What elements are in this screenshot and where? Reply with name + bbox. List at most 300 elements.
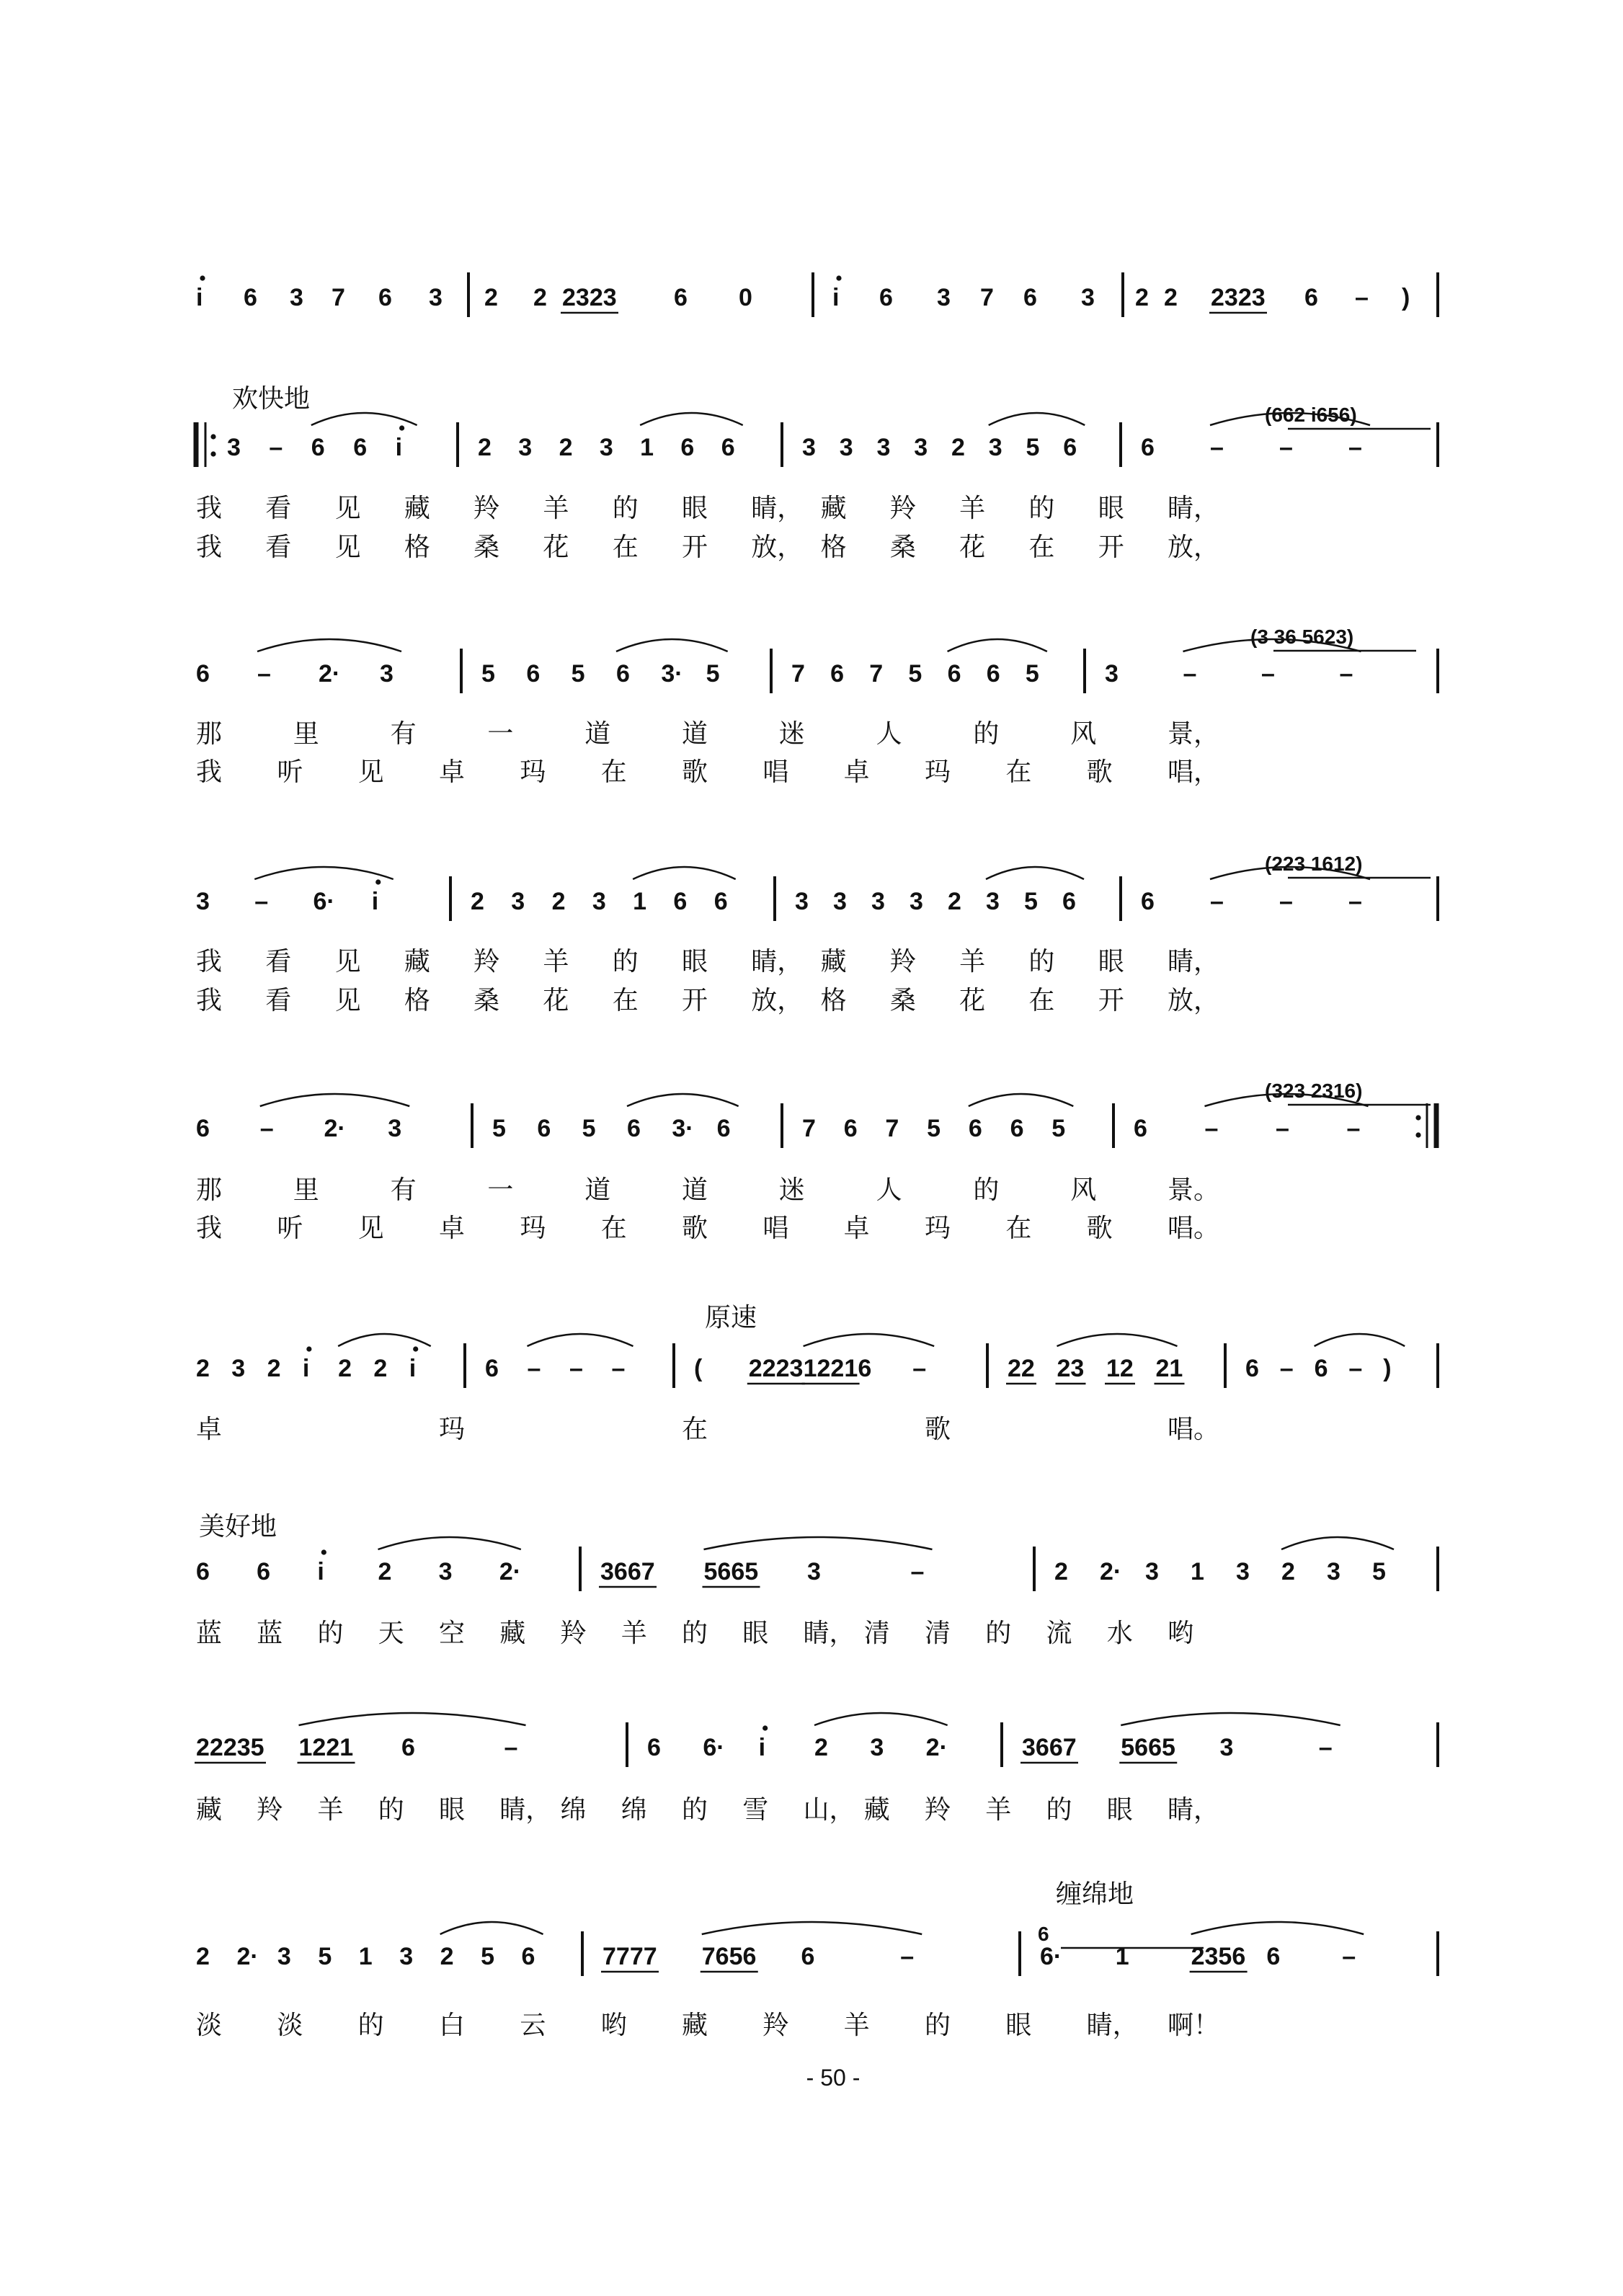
lyric-char: 歌 [1086,1214,1113,1243]
note: 6 [647,1734,661,1761]
note: 7 [791,660,805,688]
note: 6 [526,660,541,688]
note: – [1276,1115,1289,1142]
lyric-char: 羊 [543,947,569,976]
note: 1 [1115,1943,1129,1970]
note: 7 [980,284,994,311]
note: – [611,1355,626,1382]
note: 2323 [1211,284,1266,311]
note: 3 [876,434,891,461]
lyric-char: 玛 [925,1214,951,1243]
note: – [269,434,283,461]
note: 2 [478,434,492,461]
note: 5 [1026,434,1040,461]
note: 3 [807,1558,821,1585]
note: – [912,1355,927,1382]
grace-notes: (3 36 5623) [1250,626,1354,648]
note: 7 [885,1115,899,1142]
lyric-char: 蓝 [257,1619,283,1648]
lyric-char: 绵 [560,1795,587,1825]
note: – [1210,434,1224,461]
lyric-char: 歌 [682,757,708,787]
slur [616,639,728,651]
note: 6· [313,888,335,915]
lyric-char: 唱 [762,757,789,787]
octave-dot [1415,1115,1420,1120]
lyric-char: 山， [803,1795,855,1825]
note: 12 [1106,1355,1134,1382]
lyric-char: 迷 [778,1175,805,1205]
note: 2 [951,434,965,461]
lyric-char: 桑 [473,533,500,562]
note: 6 [537,1115,551,1142]
note: 6 [674,284,688,311]
note: 6 [1141,888,1155,915]
note: 3 [438,1558,453,1585]
lyric-char: 羚 [762,2011,789,2040]
note: 6 [673,888,688,915]
lyric-char: 睛， [751,494,804,523]
lyric-char: 眼 [742,1619,769,1648]
note: i [196,284,203,311]
lyric-char: 在 [1005,757,1032,787]
lyric-char: 放， [1168,533,1220,562]
lyric-char: 放， [751,986,804,1015]
note: i [317,1558,324,1585]
note: – [1348,888,1362,915]
note: 6· [1040,1943,1062,1970]
lyric-char: 的 [317,1619,344,1648]
note: 2 [440,1943,454,1970]
lyric-char: 卓 [843,757,870,787]
note: 5 [927,1115,941,1142]
lyric-char: 淡 [196,2011,223,2040]
lyric-char: 藏 [863,1795,890,1825]
lyric-char: 格 [820,533,847,562]
lyric-char: 羚 [925,1795,951,1825]
note: 7 [802,1115,816,1142]
lyric-char: 在 [682,1415,708,1444]
lyric-char: 有 [390,1175,417,1205]
lyric-char: 在 [600,1214,627,1243]
lyric-char: 风 [1070,719,1097,749]
note: – [1318,1734,1333,1761]
grace-notes: (662 i656) [1265,404,1357,426]
note: 6 [401,1734,415,1761]
slur [1057,1334,1178,1346]
note: 6 [1063,434,1077,461]
note: ) [1383,1355,1392,1382]
lyric-char: 桑 [889,533,916,562]
note: 3 [1145,1558,1159,1585]
octave-dot [1415,1132,1420,1137]
lyric-char: 的 [1028,947,1055,976]
slur [989,413,1085,425]
lyric-char: 看 [265,494,292,523]
note: 6 [616,660,630,688]
lyric-char: 睛， [1168,1795,1220,1825]
note: 3 [839,434,853,461]
note: 2 [471,888,484,915]
slur [338,1334,431,1346]
note: 3 [231,1355,246,1382]
lyric-char: 睛， [803,1619,855,1648]
lyric-char: 有 [390,719,417,749]
lyric-char: 见 [334,494,361,523]
lyric-char: 羚 [560,1619,587,1648]
note: – [1279,1355,1294,1382]
lyric-char: 睛， [499,1795,552,1825]
note: 6 [1023,284,1037,311]
lyric-char: 见 [334,533,361,562]
note: 6 [1134,1115,1147,1142]
note: – [1183,660,1197,688]
octave-dot [321,1549,326,1554]
note: 2· [925,1734,948,1761]
note: 5 [571,660,585,688]
note: 3 [196,888,210,915]
lyric-char: 羊 [317,1795,344,1825]
lyric-char: 羚 [473,947,500,976]
note: – [1210,888,1224,915]
lyric-char: 放， [1168,986,1220,1015]
lyric-char: 卓 [843,1214,870,1243]
note: ) [1402,284,1410,311]
lyric-char: 清 [863,1619,890,1648]
note: – [259,1115,274,1142]
note: – [1279,434,1293,461]
lyric-char: 眼 [682,494,708,523]
slur [257,639,401,651]
note: 6 [378,284,392,311]
slur [260,1094,410,1106]
lyric-char: 唱。 [1168,1415,1220,1444]
lyric-char: 玛 [520,1214,546,1243]
note: – [1279,888,1293,915]
note: 3 [380,660,393,688]
lyric-char: 的 [682,1795,708,1825]
octave-dot [413,1346,418,1351]
slur [948,639,1047,651]
slur [986,867,1084,879]
lyric-char: 花 [543,533,569,562]
lyric-char: 桑 [889,986,916,1015]
slur [1315,1334,1405,1346]
note: 3 [1327,1558,1340,1585]
lyric-char: 道 [584,719,611,749]
note: 3 [986,888,1000,915]
grace-notes: (323 2316) [1265,1080,1363,1102]
note: 1221 [803,1355,858,1382]
tempo-marking: 欢快地 [232,384,311,414]
lyric-char: 绵 [621,1795,647,1825]
note: 2· [236,1943,259,1970]
lyric-char: 见 [334,986,361,1015]
note: 6 [353,434,368,461]
note: 2 [533,284,547,311]
note: – [1355,284,1369,311]
note: 6 [196,1115,210,1142]
note: – [527,1355,541,1382]
note: 2 [373,1355,388,1382]
note: 3 [802,434,816,461]
octave-dot [762,1725,768,1730]
note: 3 [592,888,606,915]
note: – [1261,660,1275,688]
octave-dot [836,275,841,280]
note: 1221 [298,1734,354,1761]
lyric-char: 玛 [925,757,951,787]
note: – [1339,660,1353,688]
lyric-char: 眼 [439,1795,466,1825]
lyric-char: 人 [876,719,902,749]
note: 5 [318,1943,332,1970]
note: 6 [713,888,728,915]
lyric-char: 水 [1106,1619,1133,1648]
note: – [1346,1115,1361,1142]
note: 7777 [602,1943,657,1970]
note: 3667 [1022,1734,1077,1761]
lyric-char: 在 [612,533,639,562]
lyric-char: 羚 [889,494,916,523]
slur [1281,1537,1394,1549]
note: 3 [910,888,923,915]
note: – [569,1355,583,1382]
note: 5 [1372,1558,1386,1585]
lyric-char: 藏 [404,494,430,523]
slur [254,867,393,879]
note: 6 [1245,1355,1259,1382]
note: 2 [1054,1558,1068,1585]
note: 6 [196,660,210,688]
note: i [832,284,840,311]
note: 1 [358,1943,373,1970]
note: i [395,434,403,461]
tempo-marking: 缠绵地 [1056,1879,1134,1909]
note: – [910,1558,925,1585]
note: 6 [879,284,893,311]
note: 6 [311,434,325,461]
note: 6 [1141,434,1155,461]
lyric-char: 桑 [473,986,500,1015]
lyric-char: 天 [378,1619,404,1648]
note: 6 [1304,284,1318,311]
lyric-char: 藏 [499,1619,526,1648]
note: 3 [429,284,443,311]
note: 21 [1155,1355,1183,1382]
lyric-char: 景， [1168,719,1220,749]
note: 5 [706,660,720,688]
lyric-char: 开 [682,986,708,1015]
lyric-char: 我 [196,986,223,1015]
slur [1121,1713,1340,1725]
note: ( [694,1355,703,1382]
lyric-char: 睛， [1168,947,1220,976]
lyric-char: 在 [612,986,639,1015]
note: – [504,1734,518,1761]
note: 5 [492,1115,506,1142]
lyric-char: 风 [1070,1175,1097,1205]
lyric-char: 的 [1028,494,1055,523]
lyric-char: 的 [378,1795,404,1825]
lyric-char: 花 [543,986,569,1015]
note: 2356 [1191,1943,1246,1970]
lyric-char: 的 [925,2011,951,2040]
slur [814,1713,948,1725]
lyric-char: 一 [487,1175,514,1205]
note: 6· [703,1734,725,1761]
note: 6 [627,1115,641,1142]
lyric-char: 蓝 [196,1619,223,1648]
note: 2 [1164,284,1178,311]
lyric-char: 唱， [1168,757,1220,787]
note: 2 [559,434,573,461]
lyric-char: 我 [196,947,223,976]
note: – [1342,1943,1356,1970]
note: 2 [338,1355,352,1382]
lyric-char: 的 [985,1619,1012,1648]
lyric-char: 我 [196,494,223,523]
note: – [254,888,269,915]
lyric-char: 羊 [985,1795,1012,1825]
note: 6 [986,660,1000,688]
lyric-char: 格 [404,533,430,562]
note: 3 [277,1943,291,1970]
slur [704,1537,933,1549]
lyric-char: 在 [1028,533,1055,562]
slur [969,1094,1073,1106]
note: 6 [1010,1115,1024,1142]
slur [804,1334,935,1346]
lyric-char: 白 [439,2011,466,2040]
lyric-char: 藏 [404,947,430,976]
tempo-marking: 原速 [705,1303,757,1332]
note: 3 [511,888,525,915]
note: 3 [399,1943,414,1970]
note: 3 [388,1115,402,1142]
note: 6 [244,284,257,311]
note: – [257,660,271,688]
note: 3 [833,888,847,915]
note: 5665 [703,1558,759,1585]
slur [633,867,736,879]
lyric-char: 羚 [473,494,500,523]
note: 2 [196,1943,210,1970]
note: 6 [801,1943,815,1970]
note: 2 [1281,1558,1295,1585]
note: 3 [1081,284,1095,311]
lyric-char: 景。 [1168,1175,1220,1205]
lyric-char: 格 [820,986,847,1015]
note: 22 [1008,1355,1035,1382]
lyric-char: 羚 [257,1795,283,1825]
lyric-char: 歌 [925,1415,951,1444]
note: 6 [1062,888,1076,915]
note: 7 [869,660,884,688]
note: 3 [871,888,885,915]
lyric-char: 在 [1028,986,1055,1015]
note: – [900,1943,915,1970]
lyric-char: 羚 [889,947,916,976]
note: 3· [672,1115,694,1142]
note: 0 [739,284,752,311]
note: 3 [795,888,809,915]
lyric-char: 眼 [682,947,708,976]
lyric-char: 开 [1098,533,1124,562]
lyric-char: 一 [487,719,514,749]
lyric-char: 羊 [543,494,569,523]
note: 6 [521,1943,535,1970]
lyric-char: 里 [293,719,319,749]
lyric-char: 我 [196,757,223,787]
note: 6 [858,1355,872,1382]
lyric-char: 睛， [751,947,804,976]
lyric-char: 眼 [1098,947,1124,976]
lyric-char: 看 [265,533,292,562]
slur [311,413,417,425]
note: – [1204,1115,1219,1142]
lyric-char: 在 [600,757,627,787]
note: 22235 [196,1734,264,1761]
lyric-char: 哟 [600,2011,627,2040]
note: i [758,1734,766,1761]
note: 2323 [562,284,617,311]
note: 5 [1024,888,1038,915]
note: 3· [661,660,683,688]
lyric-char: 玛 [520,757,546,787]
lyric-char: 人 [876,1175,902,1205]
note: i [409,1355,417,1382]
note: 3 [290,284,303,311]
note: 6 [716,1115,731,1142]
lyric-char: 花 [959,533,986,562]
lyric-char: 见 [357,757,384,787]
lyric-char: 淡 [277,2011,303,2040]
note: 2 [196,1355,210,1382]
lyric-char: 的 [973,1175,1000,1205]
lyric-char: 羊 [843,2011,870,2040]
slur [528,1334,633,1346]
note: 6 [947,660,961,688]
lyric-char: 羊 [959,494,986,523]
note: 5 [481,1943,495,1970]
page-number: - 50 - [806,2065,861,2091]
slur [378,1537,521,1549]
lyric-char: 睛， [1168,494,1220,523]
note: 5 [1051,1115,1066,1142]
lyric-char: 的 [1046,1795,1072,1825]
slur [299,1713,526,1725]
note: i [371,888,379,915]
note: 2 [814,1734,828,1761]
note: 1 [640,434,654,461]
lyric-char: 羊 [621,1619,647,1648]
lyric-char: 开 [682,533,708,562]
lyric-char: 藏 [196,1795,223,1825]
lyric-char: 羊 [959,947,986,976]
note: 3667 [600,1558,655,1585]
note: 3 [870,1734,884,1761]
note: 3 [518,434,533,461]
octave-dot [210,434,215,439]
lyric-char: 道 [682,1175,708,1205]
note: 5 [908,660,922,688]
lyric-char: 道 [682,719,708,749]
octave-dot [375,879,381,884]
note: 2· [1100,1558,1122,1585]
note: 3 [937,284,951,311]
slur [440,1922,543,1934]
